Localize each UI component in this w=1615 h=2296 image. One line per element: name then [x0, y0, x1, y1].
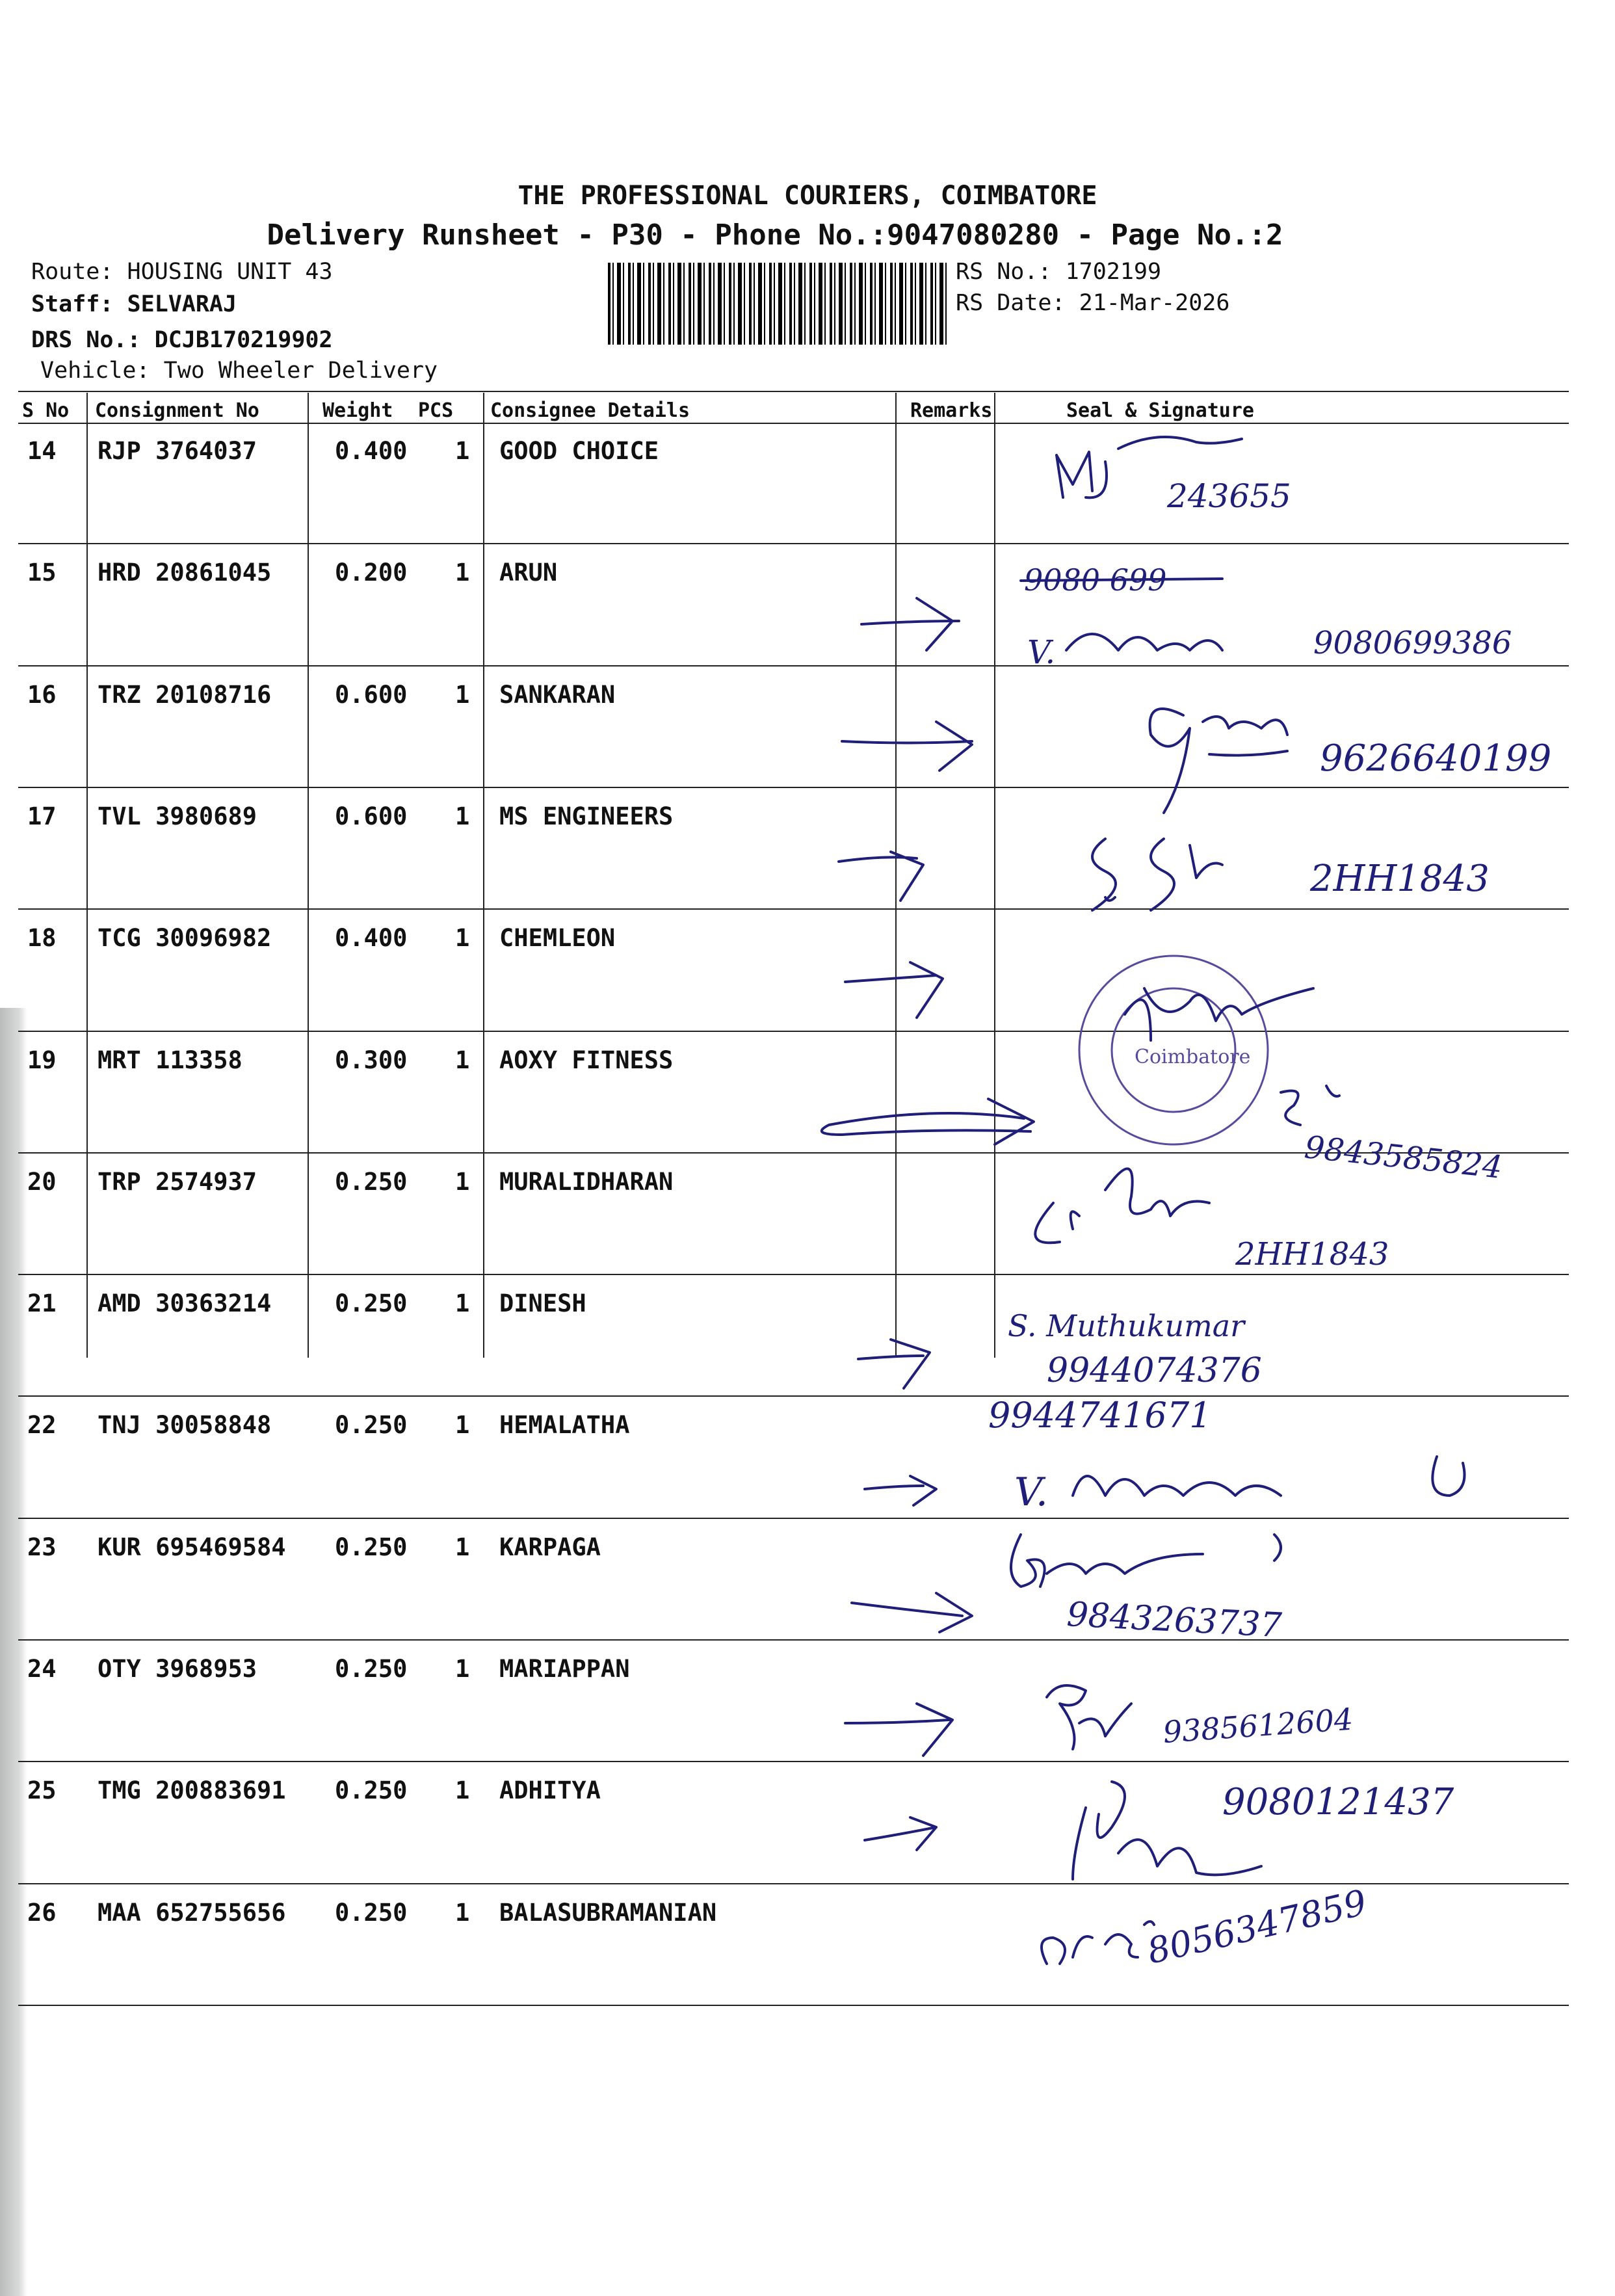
cell-sno: 21	[27, 1289, 57, 1318]
cell-weight: 0.250	[335, 1655, 408, 1683]
cell-consignment-no: TVL 3980689	[98, 802, 257, 830]
cell-weight: 0.250	[335, 1411, 408, 1440]
cell-consignment-no: TMG 200883691	[98, 1776, 286, 1805]
rs-number: RS No.: 1702199	[956, 259, 1162, 285]
route: Route: HOUSING UNIT 43	[31, 259, 333, 285]
cell-consignee: AOXY FITNESS	[499, 1046, 674, 1074]
cell-weight: 0.300	[335, 1046, 408, 1074]
cell-pcs: 1	[455, 680, 470, 709]
staff: Staff: SELVARAJ	[31, 291, 237, 317]
cell-pcs: 1	[455, 1167, 470, 1196]
cell-pcs: 1	[455, 1898, 470, 1927]
cell-consignment-no: MRT 113358	[98, 1046, 243, 1074]
cell-consignment-no: MAA 652755656	[98, 1898, 286, 1927]
cell-pcs: 1	[455, 1046, 470, 1074]
hw-row26-phone: 8056347859	[1143, 1881, 1371, 1972]
cell-pcs: 1	[455, 1289, 470, 1318]
cell-consignee: MARIAPPAN	[499, 1655, 630, 1683]
cell-weight: 0.250	[335, 1898, 408, 1927]
cell-weight: 0.250	[335, 1533, 408, 1561]
cell-consignment-no: TCG 30096982	[98, 924, 272, 953]
cell-consignment-no: OTY 3968953	[98, 1655, 257, 1683]
column-header-sno: S No	[22, 399, 70, 422]
cell-weight: 0.600	[335, 680, 408, 709]
cell-weight: 0.200	[335, 559, 408, 587]
cell-sno: 20	[27, 1167, 57, 1196]
column-header-pcs: PCS	[418, 399, 454, 422]
column-header-consignment: Consignment No	[95, 399, 259, 422]
cell-consignment-no: TRP 2574937	[98, 1167, 257, 1196]
cell-consignee: SANKARAN	[499, 680, 616, 709]
hw-row22-name: V.	[1014, 1470, 1048, 1515]
cell-weight: 0.400	[335, 924, 408, 953]
cell-consignment-no: AMD 30363214	[98, 1289, 272, 1318]
cell-sno: 24	[27, 1655, 57, 1683]
cell-consignee: BALASUBRAMANIAN	[499, 1898, 717, 1927]
cell-weight: 0.400	[335, 437, 408, 465]
stamp-text: Coimbatore	[1135, 1046, 1251, 1068]
cell-sno: 19	[27, 1046, 57, 1074]
cell-pcs: 1	[455, 924, 470, 953]
cell-pcs: 1	[455, 437, 470, 465]
hw-row22-phone: 9944741671	[988, 1395, 1212, 1436]
cell-sno: 18	[27, 924, 57, 953]
cell-weight: 0.250	[335, 1776, 408, 1805]
cell-consignee: GOOD CHOICE	[499, 437, 659, 465]
hw-row21-phone: 9944074376	[1047, 1351, 1262, 1390]
hw-row15-name: V.	[1027, 633, 1056, 671]
cell-pcs: 1	[455, 802, 470, 830]
cell-weight: 0.600	[335, 802, 408, 830]
cell-sno: 17	[27, 802, 57, 830]
cell-consignee: HEMALATHA	[499, 1411, 630, 1440]
hw-row15-phone: 9080699386	[1313, 625, 1512, 661]
cell-consignee: ARUN	[499, 559, 558, 587]
cell-sno: 16	[27, 680, 57, 709]
cell-consignment-no: TRZ 20108716	[98, 680, 272, 709]
column-header-signature: Seal & Signature	[1066, 399, 1254, 422]
vehicle: Vehicle: Two Wheeler Delivery	[40, 358, 438, 384]
rs-date: RS Date: 21-Mar-2026	[956, 290, 1230, 316]
cell-consignment-no: RJP 3764037	[98, 437, 257, 465]
cell-weight: 0.250	[335, 1167, 408, 1196]
cell-sno: 15	[27, 559, 57, 587]
column-header-weight: Weight	[322, 399, 393, 422]
hw-row19-phone: 9843585824	[1302, 1129, 1504, 1186]
company-title: THE PROFESSIONAL COURIERS, COIMBATORE	[518, 181, 1097, 211]
cell-sno: 14	[27, 437, 57, 465]
hw-row25-phone: 9080121437	[1222, 1781, 1454, 1823]
hw-row17-num: 2HH1843	[1310, 858, 1490, 900]
hw-row16-phone: 9626640199	[1320, 737, 1552, 780]
hw-row24-phone: 9385612604	[1162, 1701, 1354, 1750]
cell-sno: 22	[27, 1411, 57, 1440]
hw-row20-num: 2HH1843	[1235, 1236, 1389, 1273]
cell-consignment-no: TNJ 30058848	[98, 1411, 272, 1440]
cell-consignee: DINESH	[499, 1289, 586, 1318]
cell-pcs: 1	[455, 1533, 470, 1561]
column-header-consignee: Consignee Details	[490, 399, 690, 422]
hw-row15-struck: 9080 699	[1024, 562, 1167, 598]
column-header-remarks: Remarks	[910, 399, 993, 422]
cell-consignee: CHEMLEON	[499, 924, 616, 953]
cell-sno: 26	[27, 1898, 57, 1927]
cell-pcs: 1	[455, 559, 470, 587]
cell-consignee: MS ENGINEERS	[499, 802, 674, 830]
cell-sno: 23	[27, 1533, 57, 1561]
hw-row14-num: 243655	[1167, 477, 1291, 515]
cell-pcs: 1	[455, 1655, 470, 1683]
cell-consignee: MURALIDHARAN	[499, 1167, 674, 1196]
runsheet-title: Delivery Runsheet - P30 - Phone No.:9047080280 - Page No.:2	[267, 218, 1283, 252]
cell-pcs: 1	[455, 1776, 470, 1805]
hw-row23-phone: 9843263737	[1066, 1595, 1283, 1646]
cell-consignee: ADHITYA	[499, 1776, 601, 1805]
drs-number: DRS No.: DCJB170219902	[31, 327, 333, 353]
cell-weight: 0.250	[335, 1289, 408, 1318]
hw-row21-name: S. Muthukumar	[1008, 1308, 1245, 1343]
cell-consignment-no: HRD 20861045	[98, 559, 272, 587]
cell-sno: 25	[27, 1776, 57, 1805]
cell-consignee: KARPAGA	[499, 1533, 601, 1561]
cell-consignment-no: KUR 695469584	[98, 1533, 286, 1561]
cell-pcs: 1	[455, 1411, 470, 1440]
